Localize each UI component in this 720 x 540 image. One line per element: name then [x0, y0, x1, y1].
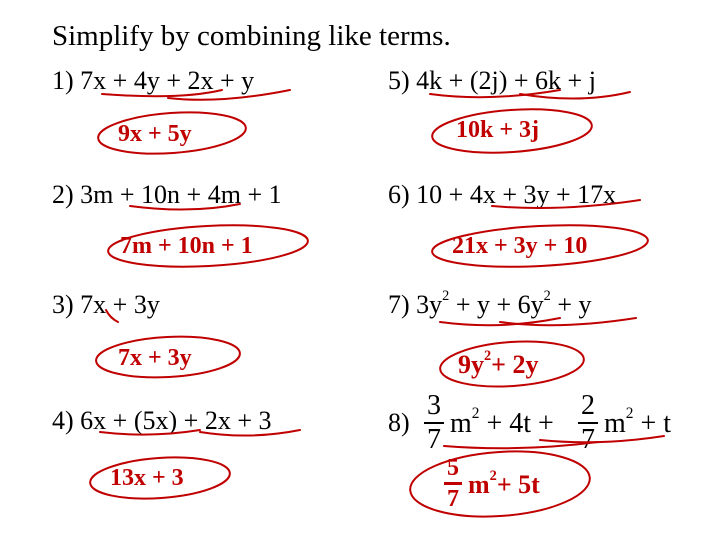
problem-1-answer: 9x + 5y — [118, 121, 192, 147]
problem-7 — [388, 288, 592, 319]
connector-8a — [444, 442, 598, 448]
problem-1-label: 1) — [52, 66, 74, 95]
problem-7-answer: $9y^2+ 2y$ — [458, 348, 539, 379]
problem-6 — [388, 182, 616, 208]
connector-7b — [500, 318, 636, 325]
problem-4-answer: 13x + 3 — [110, 465, 184, 491]
problem-2-expression: 3m + 10n + 4m + 1 — [80, 180, 282, 209]
problem-8-fraction-1: 3 7 — [424, 392, 444, 454]
problem-6-label: 6) — [388, 180, 410, 209]
problem-5-answer: 10k + 3j — [456, 117, 540, 143]
problem-5-label: 5) — [388, 66, 410, 95]
problem-4-expression: 6x + (5x) + 2x + 3 — [80, 406, 272, 435]
problem-5-expression: 4k + (2j) + 6k + j — [416, 66, 596, 95]
problem-4-label: 4) — [52, 406, 74, 435]
problem-7-expression: $3y^2 + y + 6y^2 + y$ — [416, 288, 592, 319]
problem-5 — [388, 68, 596, 94]
problem-2 — [52, 182, 282, 208]
problem-7-label: 7) — [388, 290, 410, 319]
problem-4 — [52, 408, 271, 434]
problem-6-answer: 21x + 3y + 10 — [452, 233, 588, 259]
page-title: Simplify by combining like terms. — [52, 20, 451, 52]
problem-3-label: 3) — [52, 290, 74, 319]
problem-3-answer: 7x + 3y — [118, 345, 192, 371]
problem-8-answer-fraction: 5 7 — [444, 456, 462, 511]
problem-3 — [52, 292, 160, 318]
problem-8-end: $m^2 + t$ — [604, 405, 672, 439]
problem-1 — [52, 68, 254, 94]
problem-8-middle: $m^2 + 4t$ + — [450, 405, 554, 439]
problem-8-fraction-2: 2 7 — [578, 392, 598, 454]
problem-6-expression: 10 + 4x + 3y + 17x — [416, 180, 617, 209]
problem-8-answer: $m^2+ 5t$ — [468, 468, 540, 499]
problem-2-answer: 7m + 10n + 1 — [120, 233, 253, 259]
problem-2-label: 2) — [52, 180, 74, 209]
problem-1-expression: 7x + 4y + 2x + y — [80, 66, 255, 95]
problem-8-label: 8) — [388, 408, 410, 437]
connector-7a — [440, 318, 560, 325]
problem-3-expression: 7x + 3y — [80, 290, 160, 319]
